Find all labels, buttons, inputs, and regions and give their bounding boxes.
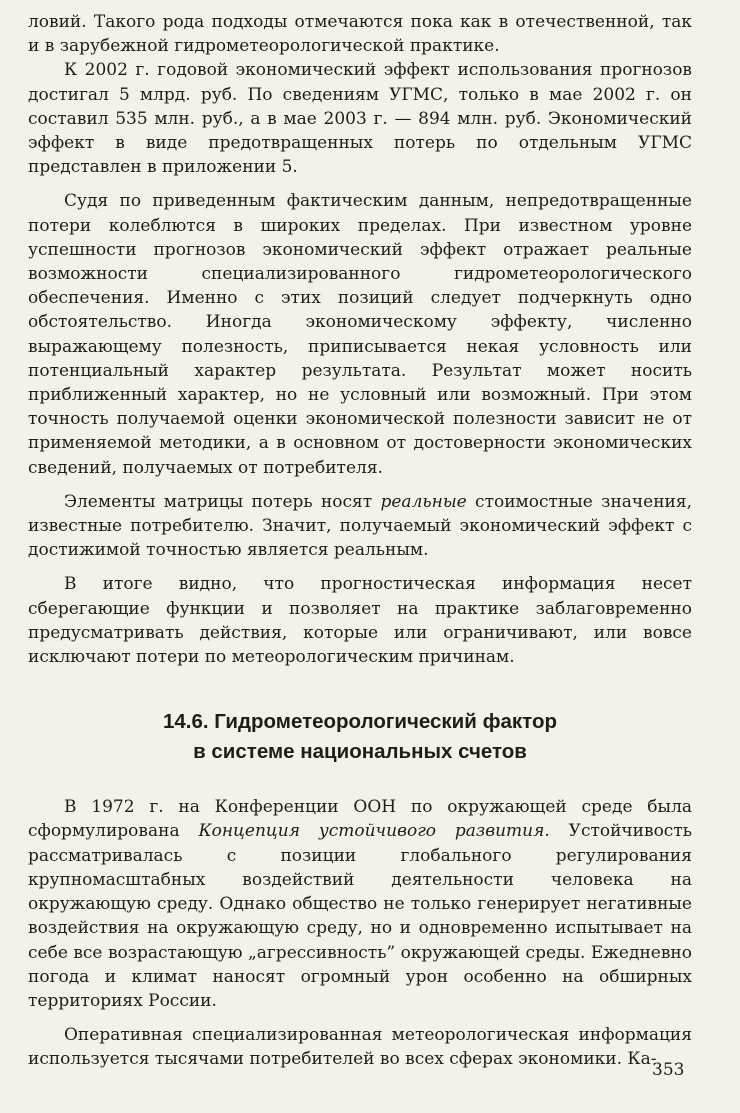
text-run: Устойчивость рассматривалась с позиции глобального регулирования крупномасштабных воздействий деятельности человека на окружающую среду. Однако общество не только генерирует негативные воздействия на окружающую среду, но и одновременно испытывает на себе все возрастающую „агрессивность” окружающей среды. Ежедневно погода и климат наносят огромный урон особенно на обширных территориях России. <box>28 821 692 1011</box>
paragraph-continuation: ловий. Такого рода подходы отмечаются пока как в отечественной, так и в зарубежной гидрометеорологической практике. <box>28 12 692 57</box>
text-run: Элементы матрицы потерь носят <box>64 491 381 512</box>
section-heading <box>28 707 692 767</box>
page-number: 353 <box>652 1060 685 1080</box>
paragraph-matrix <box>28 490 692 563</box>
paragraph-conference <box>28 795 692 1013</box>
text-run: стоимостные значения, известные потребителю. Значит, получаемый экономический эффект с достижимой точностью является реальным. <box>28 491 692 561</box>
emphasis-concept: Концепция устойчивого развития. <box>198 821 550 842</box>
paragraph-conclusion: В итоге видно, что прогностическая информация несет сберегающие функции и позволяет на практике заблаговременно предусматривать действия, которые или ограничивают, или вовсе исключают потери по метеорологическим причинам. <box>28 574 692 668</box>
paragraph-operational-info: Оперативная специализированная метеорологическая информация используется тысячами потребителей во всех сферах экономики. Ка- <box>28 1025 692 1070</box>
heading-line-2: в системе национальных счетов <box>193 740 527 764</box>
text-run: В 1972 г. на Конференции ООН по окружающей среде была сформулирована <box>28 797 692 842</box>
paragraph-economic-effect: К 2002 г. годовой экономический эффект использования прогнозов достигал 5 млрд. руб. По сведениям УГМС, только в мае 2002 г. он составил 535 млн. руб., а в мае 2003 г. — 894 млн. руб. Экономический эффект в виде предотвращенных потерь по отдельным УГМС представлен в приложении 5. <box>28 60 692 178</box>
page-content <box>28 10 692 1072</box>
heading-line-1: 14.6. Гидрометеорологический фактор <box>162 710 557 734</box>
emphasis-real: реальные <box>380 491 467 512</box>
paragraph-losses: Судя по приведенным фактическим данным, непредотвращенные потери колеблются в широких пределах. При известном уровне успешности прогнозов экономический эффект отражает реальные возможности специализированного гидрометеорологического обеспечения. Именно с этих позиций следует подчеркнуть одно обстоятельство. Иногда экономическому эффекту, численно выражающему полезность, приписывается некая условность или потенциальный характер результата. Результат может носить приближенный характер, но не условный или возможный. При этом точность получаемой оценки экономической полезности зависит не от применяемой методики, а в основном от достоверности экономических сведений, получаемых от потребителя. <box>28 191 692 478</box>
